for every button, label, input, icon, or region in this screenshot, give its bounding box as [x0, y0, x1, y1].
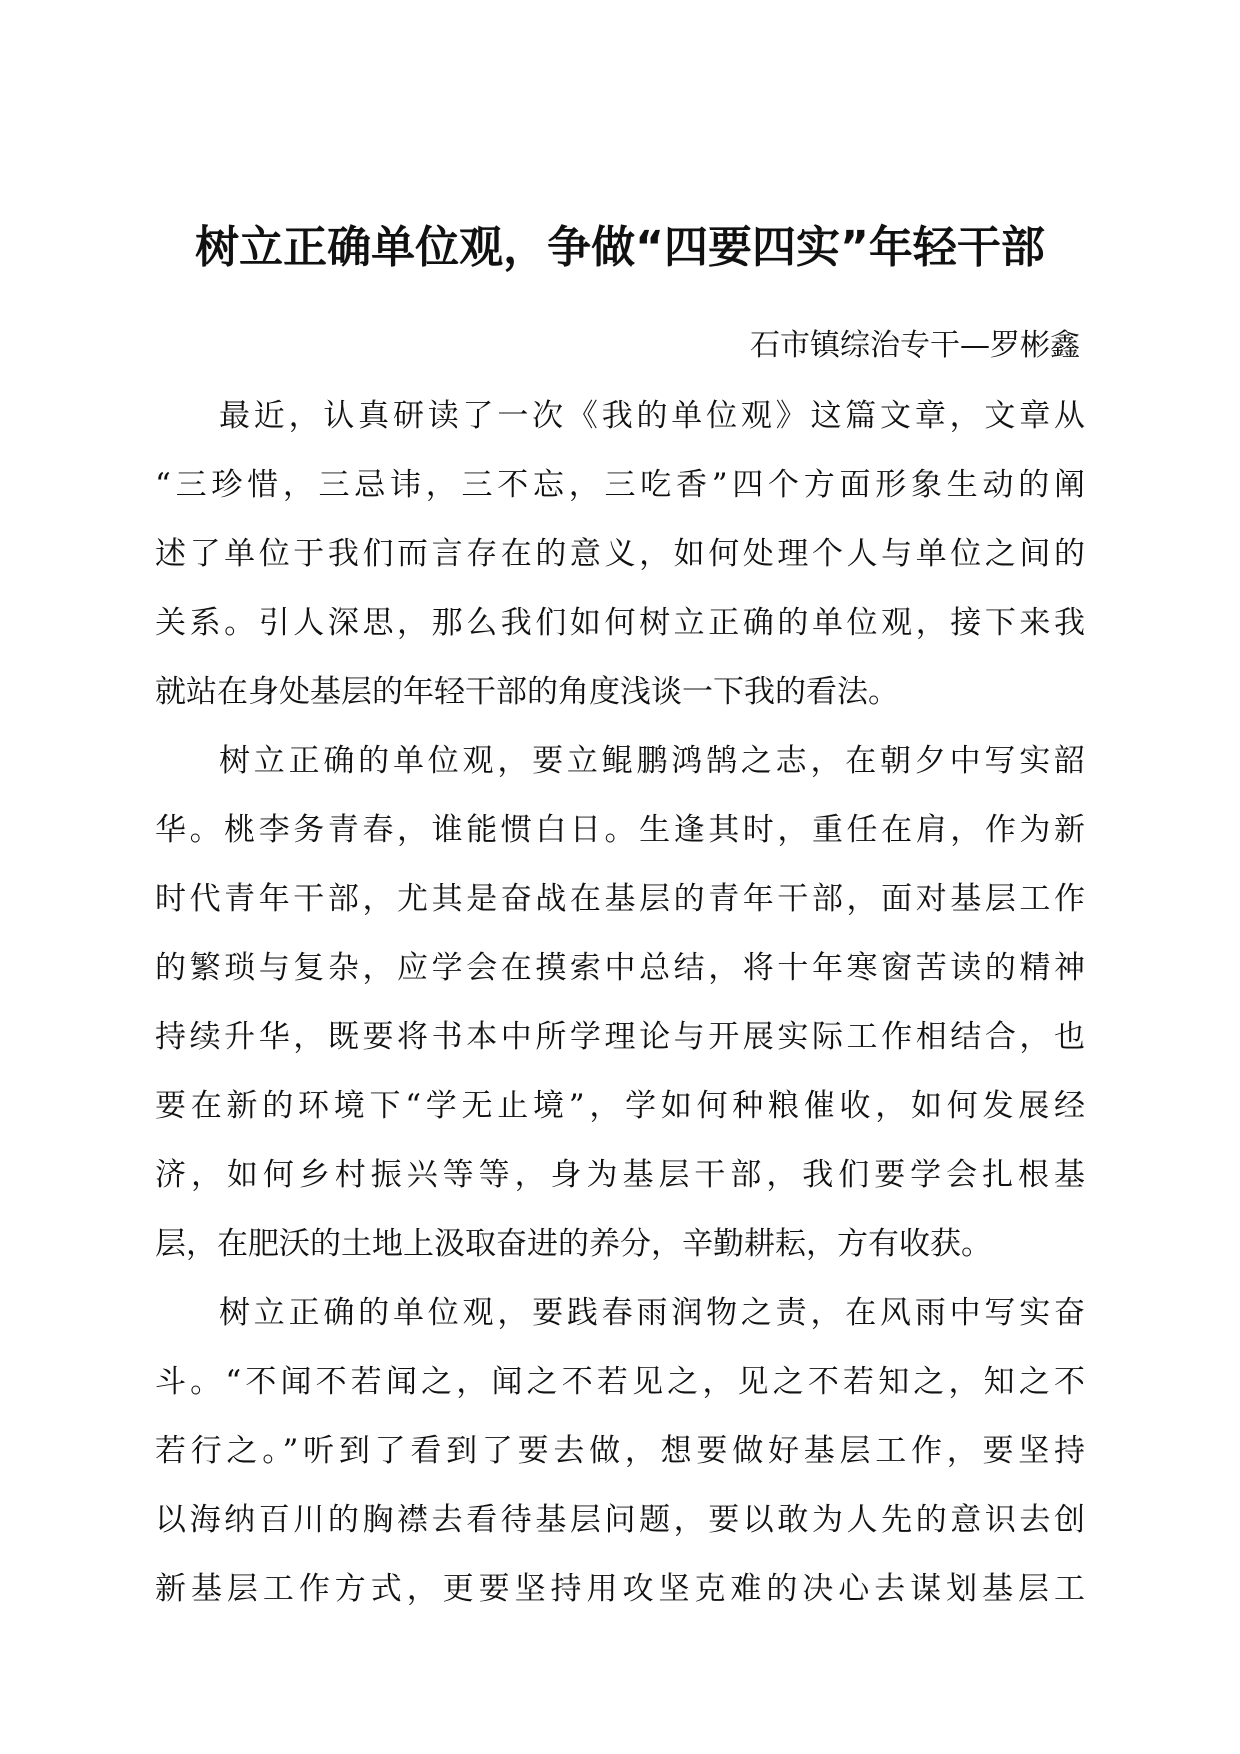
paragraph-line: 关系。引人深思，那么我们如何树立正确的单位观，接下来我 — [155, 605, 1085, 641]
document-title: 树立正确单位观，争做“四要四实”年轻干部 — [195, 222, 1045, 273]
document-body — [155, 382, 1085, 1624]
paragraph-line: 斗。“不闻不若闻之，闻之不若见之，见之不若知之，知之不 — [155, 1364, 1085, 1400]
paragraph-line: 华。桃李务青春，谁能惯白日。生逢其时，重任在肩，作为新 — [155, 812, 1085, 848]
paragraph-line: 就站在身处基层的年轻干部的角度浅谈一下我的看法。 — [155, 674, 899, 710]
paragraph-line: 时代青年干部，尤其是奋战在基层的青年干部，面对基层工作 — [155, 881, 1085, 917]
paragraph-line: 层，在肥沃的土地上汲取奋进的养分，辛勤耕耘，方有收获。 — [155, 1226, 992, 1262]
paragraph-line: 新基层工作方式，更要坚持用攻坚克难的决心去谋划基层工 — [155, 1571, 1085, 1607]
paragraph-line: 济，如何乡村振兴等等，身为基层干部，我们要学会扎根基 — [155, 1157, 1085, 1193]
paragraph-line: 持续升华，既要将书本中所学理论与开展实际工作相结合，也 — [155, 1019, 1085, 1055]
paragraph-line: 树立正确的单位观，要立鲲鹏鸿鹄之志，在朝夕中写实韶 — [219, 743, 1085, 779]
author-line: 石市镇综治专干—罗彬鑫 — [750, 328, 1080, 363]
paragraph-line: 树立正确的单位观，要践春雨润物之责，在风雨中写实奋 — [219, 1295, 1085, 1331]
paragraph-line: “三珍惜，三忌讳，三不忘，三吃香”四个方面形象生动的阐 — [155, 467, 1085, 503]
paragraph-line: 以海纳百川的胸襟去看待基层问题，要以敢为人先的意识去创 — [155, 1502, 1085, 1538]
paragraph-line: 的繁琐与复杂，应学会在摸索中总结，将十年寒窗苦读的精神 — [155, 950, 1085, 986]
paragraph-line: 若行之。”听到了看到了要去做，想要做好基层工作，要坚持 — [155, 1433, 1085, 1469]
paragraph-line: 要在新的环境下“学无止境”，学如何种粮催收，如何发展经 — [155, 1088, 1085, 1124]
paragraph-line: 最近，认真研读了一次《我的单位观》这篇文章，文章从 — [219, 398, 1085, 434]
paragraph-line: 述了单位于我们而言存在的意义，如何处理个人与单位之间的 — [155, 536, 1085, 572]
